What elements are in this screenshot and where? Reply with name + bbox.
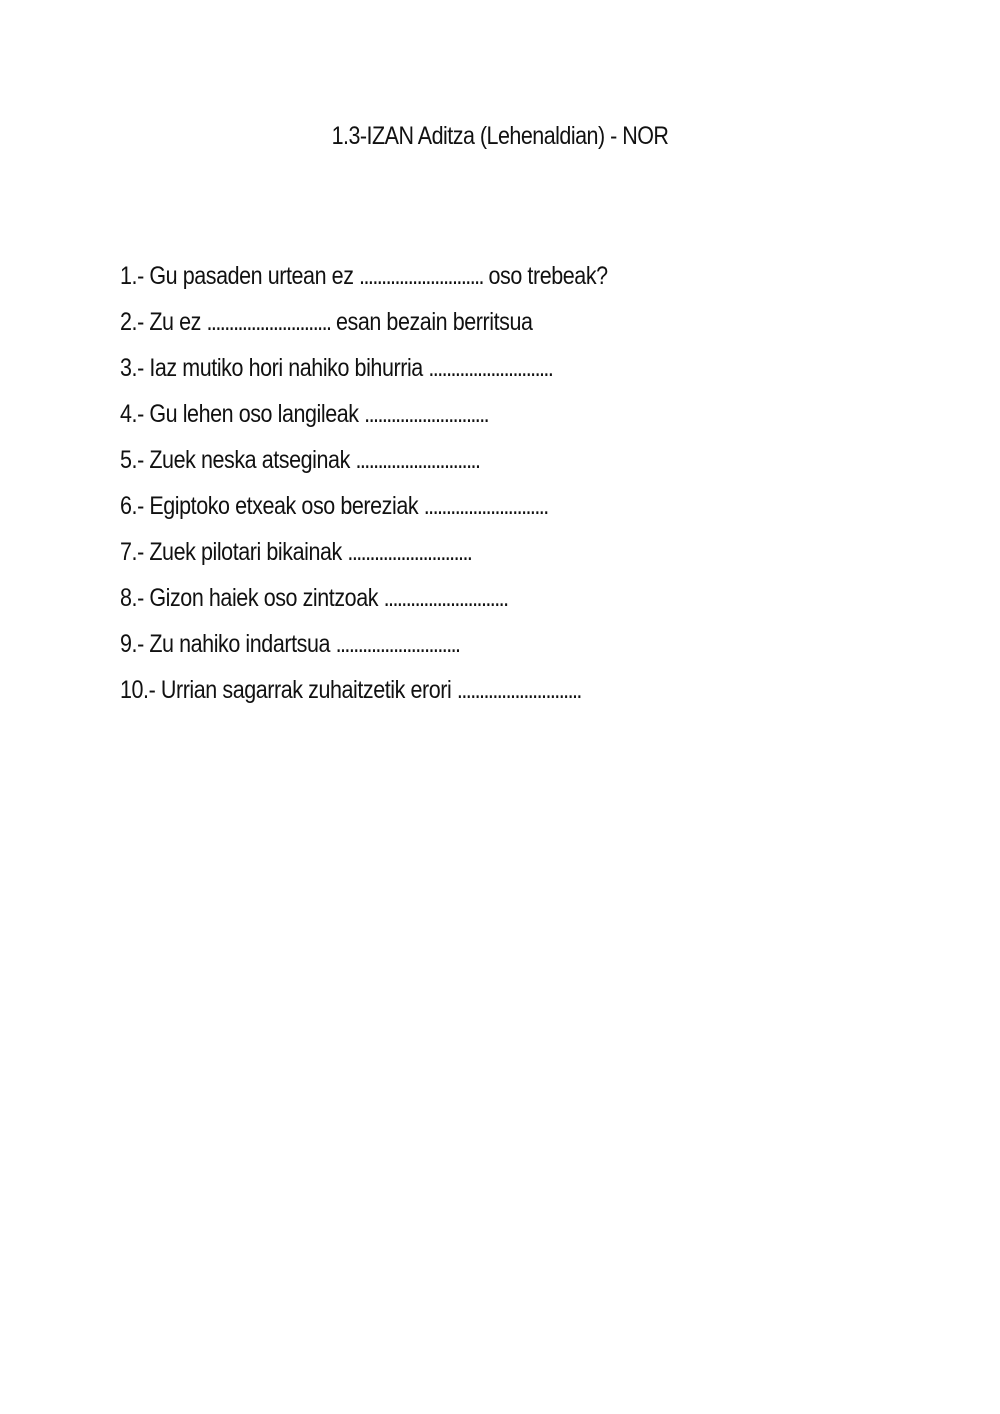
exercise-text-before: 1.- Gu pasaden urtean ez: [120, 262, 360, 290]
exercise-item-10: [120, 673, 608, 719]
exercise-item-9: [120, 627, 608, 673]
answer-blank[interactable]: ............................: [206, 308, 331, 336]
exercise-text-before: 4.- Gu lehen oso langileak: [120, 400, 365, 428]
exercise-text-before: 7.- Zuek pilotari bikainak: [120, 538, 348, 566]
exercise-list: [120, 259, 608, 719]
answer-blank[interactable]: ............................: [456, 676, 581, 704]
exercise-item-4: [120, 397, 608, 443]
answer-blank[interactable]: ............................: [347, 538, 472, 566]
exercise-text-before: 3.- Iaz mutiko hori nahiko bihurria: [120, 354, 429, 382]
exercise-text-before: 6.- Egiptoko etxeak oso bereziak: [120, 492, 424, 520]
exercise-text-before: 10.- Urrian sagarrak zuhaitzetik erori: [120, 676, 457, 704]
answer-blank[interactable]: ............................: [335, 630, 460, 658]
exercise-text-before: 9.- Zu nahiko indartsua: [120, 630, 336, 658]
answer-blank[interactable]: ............................: [359, 262, 483, 290]
answer-blank[interactable]: ............................: [364, 400, 489, 428]
answer-blank[interactable]: ............................: [423, 492, 548, 520]
exercise-item-6: [120, 489, 608, 535]
exercise-text-after: esan bezain berritsua: [330, 308, 533, 336]
exercise-text-before: 2.- Zu ez: [120, 308, 207, 336]
page-title: 1.3-IZAN Aditza (Lehenaldian) - NOR: [331, 122, 669, 150]
exercise-item-8: [120, 581, 608, 627]
exercise-item-2: [120, 305, 608, 351]
exercise-item-5: [120, 443, 608, 489]
exercise-item-7: [120, 535, 608, 581]
answer-blank[interactable]: ............................: [383, 584, 508, 612]
answer-blank[interactable]: ............................: [428, 354, 553, 382]
exercise-item-1: [120, 259, 608, 305]
exercise-text-before: 5.- Zuek neska atseginak: [120, 446, 356, 474]
exercise-text-before: 8.- Gizon haiek oso zintzoak: [120, 584, 384, 612]
answer-blank[interactable]: ............................: [355, 446, 480, 474]
exercise-text-after: oso trebeak?: [482, 262, 608, 290]
exercise-item-3: [120, 351, 608, 397]
